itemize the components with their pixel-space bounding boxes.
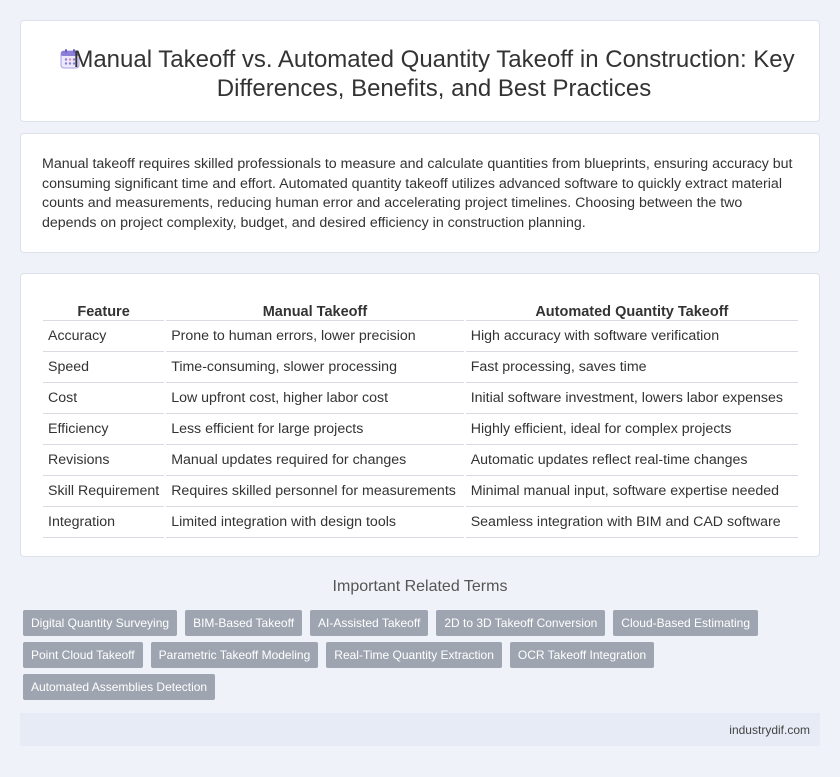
table-row bbox=[43, 351, 798, 382]
footer-site-name[interactable]: industrydif.com bbox=[729, 723, 810, 737]
table-cell: Prone to human errors, lower precision bbox=[165, 320, 465, 351]
table-cell: Skill Requirement bbox=[43, 475, 165, 506]
table-cell: Less efficient for large projects bbox=[165, 413, 465, 444]
table-cell: Efficiency bbox=[43, 413, 165, 444]
intro-card bbox=[20, 133, 820, 253]
tag-ai-assisted-takeoff[interactable]: AI-Assisted Takeoff bbox=[310, 610, 428, 636]
table-row bbox=[43, 320, 798, 351]
table-cell: Highly efficient, ideal for complex projects bbox=[465, 413, 798, 444]
related-terms-heading: Important Related Terms bbox=[332, 578, 508, 595]
table-row bbox=[43, 444, 798, 475]
comparison-card bbox=[20, 273, 820, 557]
table-cell: Automatic updates reflect real-time changes bbox=[465, 444, 798, 475]
page-title: Manual Takeoff vs. Automated Quantity Takeoff in Construction: Key Differences, Benefits, and Best Practices bbox=[73, 46, 795, 102]
intro-paragraph: Manual takeoff requires skilled professionals to measure and calculate quantities from blueprints, ensuring accuracy but consuming significant time and effort. Automated quantity takeoff utilizes advanced software to quickly extract material counts and measurements, reducing human error and accelerating project timelines. Choosing between the two depends on project complexity, budget, and desired efficiency in construction planning. bbox=[42, 156, 793, 231]
table-cell: High accuracy with software verification bbox=[465, 320, 798, 351]
table-cell: Limited integration with design tools bbox=[165, 506, 465, 537]
table-cell: Revisions bbox=[43, 444, 165, 475]
header-manual-takeoff: Manual Takeoff bbox=[165, 297, 465, 320]
table-row bbox=[43, 413, 798, 444]
tag-cloud-based-estimating[interactable]: Cloud-Based Estimating bbox=[613, 610, 758, 636]
table-cell: Requires skilled personnel for measurements bbox=[165, 475, 465, 506]
tag-real-time-quantity-extraction[interactable]: Real-Time Quantity Extraction bbox=[326, 642, 502, 668]
table-cell: Initial software investment, lowers labor expenses bbox=[465, 382, 798, 413]
table-cell: Speed bbox=[43, 351, 165, 382]
tag-point-cloud-takeoff[interactable]: Point Cloud Takeoff bbox=[23, 642, 143, 668]
table-header-row bbox=[43, 297, 798, 320]
table-cell: Low upfront cost, higher labor cost bbox=[165, 382, 465, 413]
table-cell: Seamless integration with BIM and CAD software bbox=[465, 506, 798, 537]
table-cell: Fast processing, saves time bbox=[465, 351, 798, 382]
tag-ocr-takeoff-integration[interactable]: OCR Takeoff Integration bbox=[510, 642, 654, 668]
tag-bim-based-takeoff[interactable]: BIM-Based Takeoff bbox=[185, 610, 302, 636]
table-row bbox=[43, 506, 798, 537]
table-cell: Cost bbox=[43, 382, 165, 413]
tag-parametric-takeoff-modeling[interactable]: Parametric Takeoff Modeling bbox=[151, 642, 319, 668]
table-row bbox=[43, 475, 798, 506]
table-cell: Accuracy bbox=[43, 320, 165, 351]
comparison-table bbox=[43, 297, 798, 538]
table-cell: Integration bbox=[43, 506, 165, 537]
tag-automated-assemblies-detection[interactable]: Automated Assemblies Detection bbox=[23, 674, 215, 700]
tag-digital-quantity-surveying[interactable]: Digital Quantity Surveying bbox=[23, 610, 177, 636]
related-tags bbox=[23, 610, 763, 700]
tag-2d-to-3d-takeoff-conversion[interactable]: 2D to 3D Takeoff Conversion bbox=[436, 610, 605, 636]
header-automated-takeoff: Automated Quantity Takeoff bbox=[465, 297, 798, 320]
table-cell: Minimal manual input, software expertise needed bbox=[465, 475, 798, 506]
header-feature: Feature bbox=[43, 297, 165, 320]
title-card bbox=[20, 20, 820, 122]
footer-bar bbox=[20, 713, 820, 746]
table-cell: Time-consuming, slower processing bbox=[165, 351, 465, 382]
table-cell: Manual updates required for changes bbox=[165, 444, 465, 475]
table-row bbox=[43, 382, 798, 413]
